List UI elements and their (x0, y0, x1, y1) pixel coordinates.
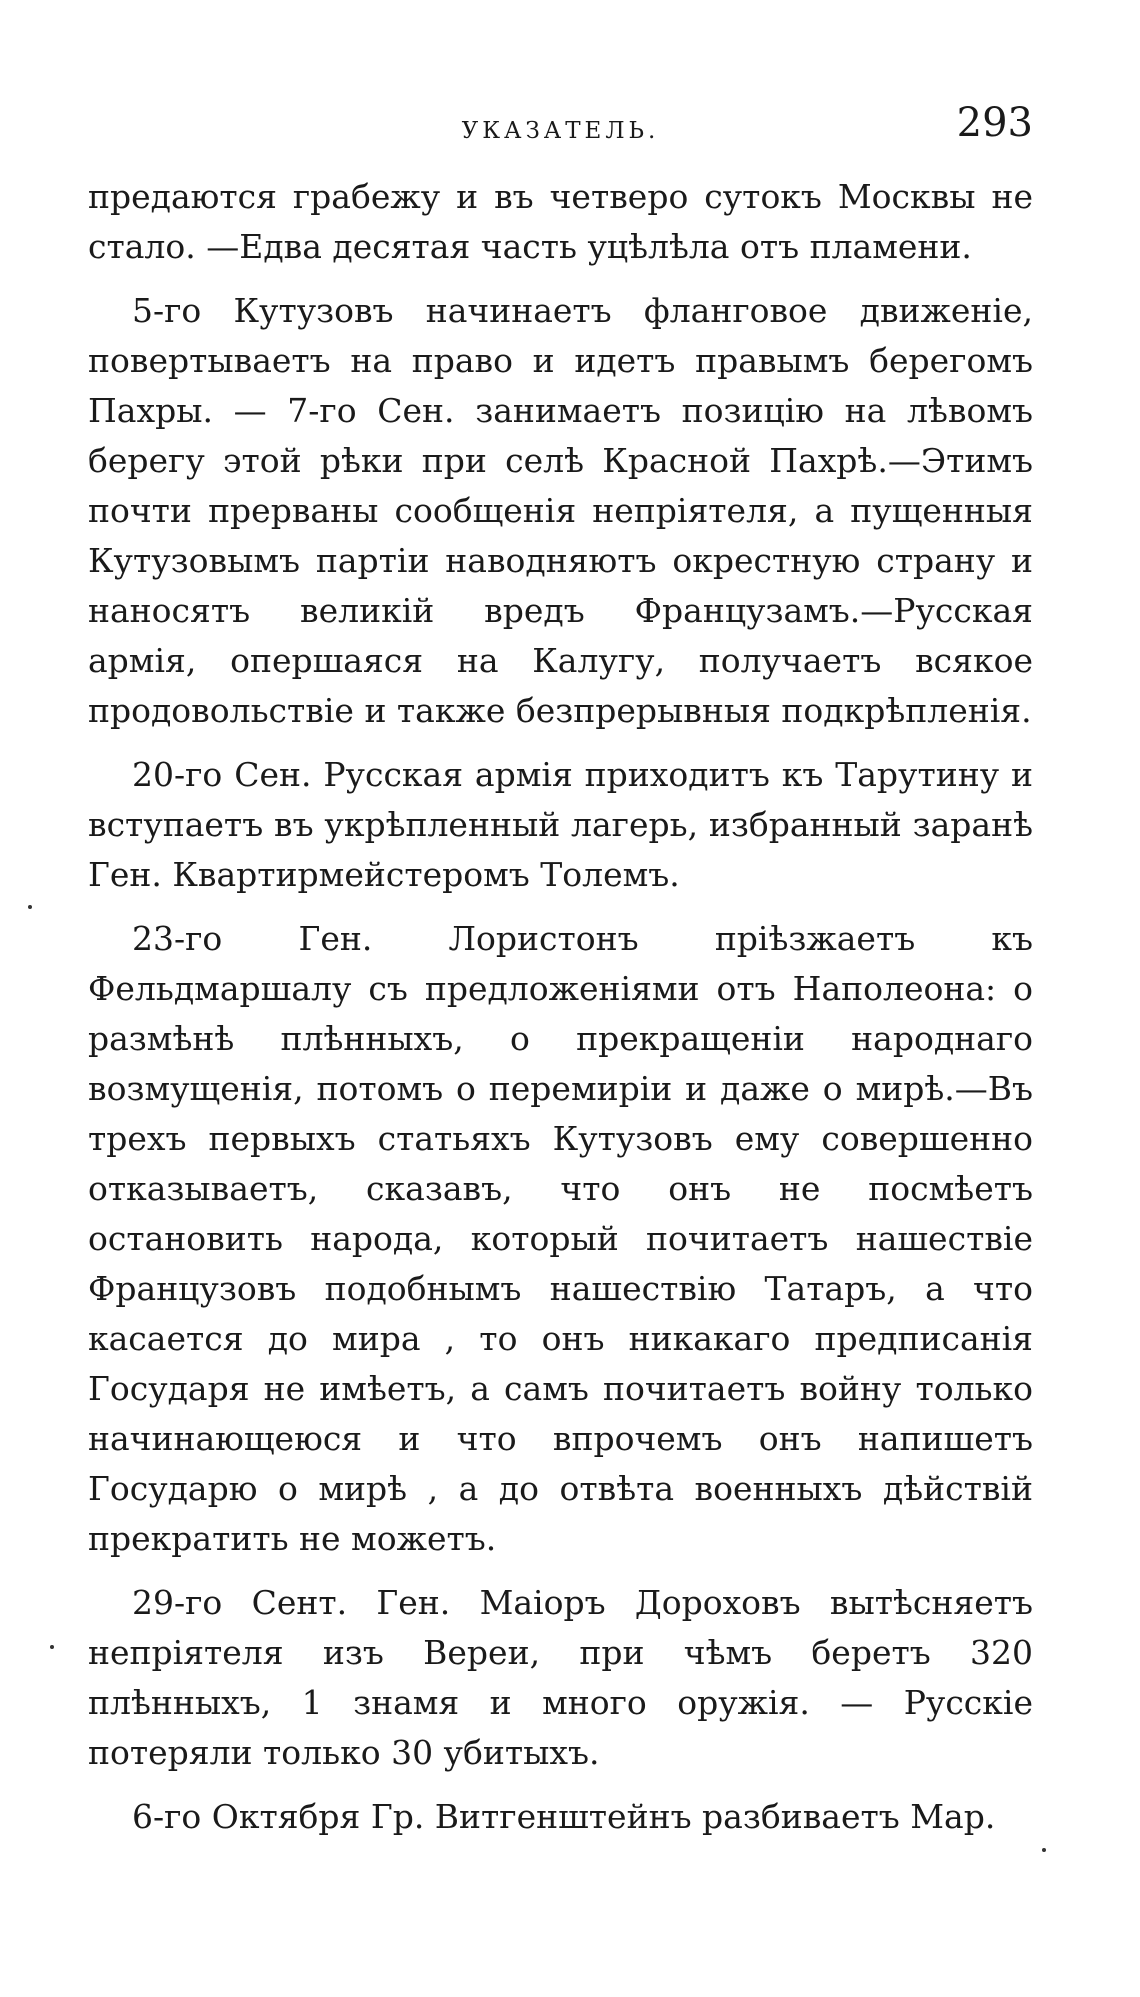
paragraph-entry-29: 29-го Сент. Ген. Маіоръ Дороховъ вытѣсняетъ непріятеля изъ Вереи, при чѣмъ беретъ 320 плѣнныхъ, 1 знамя и много оружія. — Русскіе потеряли только 30 убитыхъ. (88, 1583, 1033, 1772)
page-number: 293 (956, 100, 1033, 146)
paper-speck (28, 905, 32, 909)
body-text (88, 172, 1033, 1854)
page-header (88, 100, 1033, 160)
paragraph-entry-23: 23-го Ген. Лористонъ пріѣзжаетъ къ Фельдмаршалу съ предложеніями отъ Наполеона: о размѣнѣ плѣнныхъ, о прекращеніи народнаго возмущенія, потомъ о перемиріи и даже о мирѣ.—Въ трехъ первыхъ статьяхъ Кутузовъ ему совершенно отказываетъ, сказавъ, что онъ не посмѣетъ остановить народа, который почитаетъ нашествіе Французовъ подобнымъ нашествію Татаръ, а что касается до мира , то онъ никакаго предписанія Государя не имѣетъ, а самъ почитаетъ войну только начинающеюся и что впрочемъ онъ напишетъ Государю о мирѣ , а до отвѣта военныхъ дѣйствій прекратить не можетъ. (88, 919, 1033, 1558)
paragraph-entry-6-october: 6-го Октября Гр. Витгенштейнъ разбиваетъ Мар. (132, 1797, 996, 1836)
paragraph-entry-5: 5-го Кутузовъ начинаетъ фланговое движеніе, повертываетъ на право и идетъ правымъ берегомъ Пахры. — 7-го Сен. занимаетъ позицію на лѣвомъ берегу этой рѣки при селѣ Красной Пахрѣ.—Этимъ почти прерваны сообщенія непріятеля, а пущенныя Кутузовымъ партіи наводняютъ окрестную страну и наносятъ великій вредъ Французамъ.—Русская армія, опершаяся на Калугу, получаетъ всякое продовольствіе и также безпрерывныя подкрѣпленія. (88, 291, 1033, 730)
paper-speck (1042, 1848, 1046, 1852)
paragraph-continuation: предаются грабежу и въ четверо сутокъ Москвы не стало. —Едва десятая часть уцѣлѣла отъ пламени. (88, 177, 1033, 266)
running-head: УКАЗАТЕЛЬ. (461, 118, 660, 144)
paper-speck (50, 1645, 54, 1649)
paragraph-entry-20: 20-го Сен. Русская армія приходитъ къ Тарутину и вступаетъ въ укрѣпленный лагерь, избранный заранѣ Ген. Квартирмейстеромъ Толемъ. (88, 755, 1033, 894)
